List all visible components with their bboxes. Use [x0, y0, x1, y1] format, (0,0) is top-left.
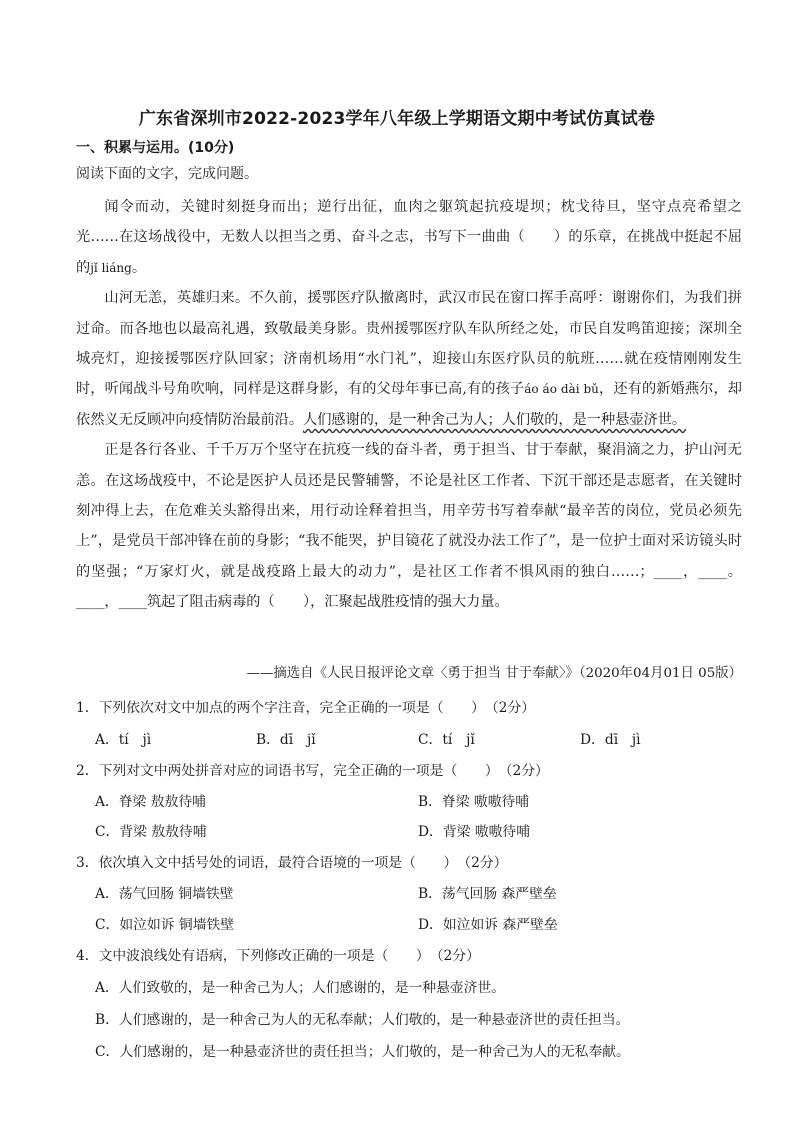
- q2-option-c[interactable]: C．背梁 敖敖待哺: [95, 824, 207, 840]
- wavy-underlined-sentence: 人们感谢的，是一种舍己为人；人们敬的，是一种悬壶济世。: [303, 411, 687, 428]
- question-2: 2．下列对文中两处拼音对应的词语书写，完全正确的一项是（ ） （2分）: [76, 763, 549, 779]
- instruction-text: 阅读下面的文字，完成问题。: [76, 166, 258, 182]
- q4-option-c[interactable]: C．人们感谢的，是一种悬壶济世的责任担当；人们敬的，是一种舍己为人的无私奉献。: [95, 1044, 630, 1060]
- reading-passage: [76, 192, 742, 618]
- pinyin-annotation: jǐ liáng: [90, 260, 132, 275]
- q1-option-b[interactable]: B．dī jǐ: [256, 732, 316, 748]
- q1-option-a[interactable]: A．tí jì: [95, 732, 152, 748]
- question-1: 1．下列依次对文中加点的两个字注音，完全正确的一项是（ ） （2分）: [76, 700, 536, 716]
- q2-option-b[interactable]: B．脊梁 嗷嗷待哺: [418, 794, 530, 810]
- question-4: 4．文中波浪线处有语病，下列修改正确的一项是（ ） （2分）: [76, 948, 480, 964]
- paragraph-text: 闻令而动，关键时刻挺身而出；逆行出征，血肉之躯筑起抗疫堤坝；枕戈待旦，坚守点亮希望之光……在这场战役中，无数人以担当之勇、奋斗之志，书写下一曲曲（ ）的乐章，在挑战中挺起不屈的: [76, 199, 742, 276]
- q1-option-c[interactable]: C．tí jǐ: [418, 732, 475, 748]
- pinyin-annotation: áo áo dài bǔ: [524, 382, 599, 397]
- q2-option-d[interactable]: D．背梁 嗷嗷待哺: [418, 824, 531, 840]
- source-citation: ——摘选自《人民日报评论文章〈勇于担当 甘于奉献〉》（2020年04月01日 05版）: [246, 666, 742, 681]
- question-3: 3．依次填入文中括号处的词语，最符合语境的一项是（ ） （2分）: [76, 855, 508, 871]
- paragraph-text: 。: [131, 259, 147, 276]
- passage-paragraph-2: [76, 283, 742, 435]
- q4-option-a[interactable]: A．人们致敬的，是一种舍己为人；人们感谢的，是一种悬壶济世。: [95, 980, 506, 996]
- passage-paragraph-3: 正是各行各业、千千万万个坚守在抗疫一线的奋斗者，勇于担当、甘于奉献，聚涓滴之力，护山河无恙。在这场战疫中，不论是医护人员还是民警辅警，不论是社区工作者、下沉干部还是志愿者，在关键时刻冲得上去，在危难关头豁得出来，用行动诠释着担当，用辛劳书写着奉献“最辛苦的岗位，党员必须先上”，是党员干部冲锋在前的身影；“我不能哭，护目镜花了就没办法工作了”，是一位护士面对采访镜头时的坚强；“万家灯火，就是战疫路上最大的动力”，是社区工作者不惧风雨的独白……；____，____。____，____筑起了阻击病毒的（ ），汇聚起战胜疫情的强大力量。: [76, 442, 742, 611]
- q3-option-d[interactable]: D．如泣如诉 森严壁垒: [418, 917, 558, 933]
- q3-option-c[interactable]: C．如泣如诉 铜墙铁壁: [95, 917, 235, 933]
- section-heading: 一、积累与运用。(10分): [76, 140, 235, 156]
- q1-option-d[interactable]: D．dī jì: [580, 732, 641, 748]
- q3-option-a[interactable]: A．荡气回肠 铜墙铁壁: [95, 886, 234, 902]
- passage-paragraph-1: [76, 192, 742, 283]
- q4-option-b[interactable]: B．人们感谢的，是一种舍己为人的无私奉献；人们敬的，是一种悬壶济世的责任担当。: [95, 1012, 630, 1028]
- page-title: 广东省深圳市2022-2023学年八年级上学期语文期中考试仿真试卷: [138, 109, 656, 129]
- q3-option-b[interactable]: B．荡气回肠 森严壁垒: [418, 886, 557, 902]
- paragraph-text: ，还有的新婚燕尔，却依然义无反顾冲向疫情防治最前沿。: [76, 381, 742, 428]
- paragraph-text: 山河无恙，英雄归来。不久前，援鄂医疗队撤离时，武汉市民在窗口挥手高呼：谢谢你们，为我们拼过命。而各地也以最高礼遇，致敬最美身影。贵州援鄂医疗队车队所经之处，市民自发鸣笛迎接；深圳全城亮灯，迎接援鄂医疗队回家；济南机场用“水门礼”，迎接山东医疗队员的航班……就在疫情刚刚发生时，听闻战斗号角吹响，同样是这群身影，有的父母年事已高,有的孩子: [76, 290, 742, 398]
- q2-option-a[interactable]: A．脊梁 敖敖待哺: [95, 794, 206, 810]
